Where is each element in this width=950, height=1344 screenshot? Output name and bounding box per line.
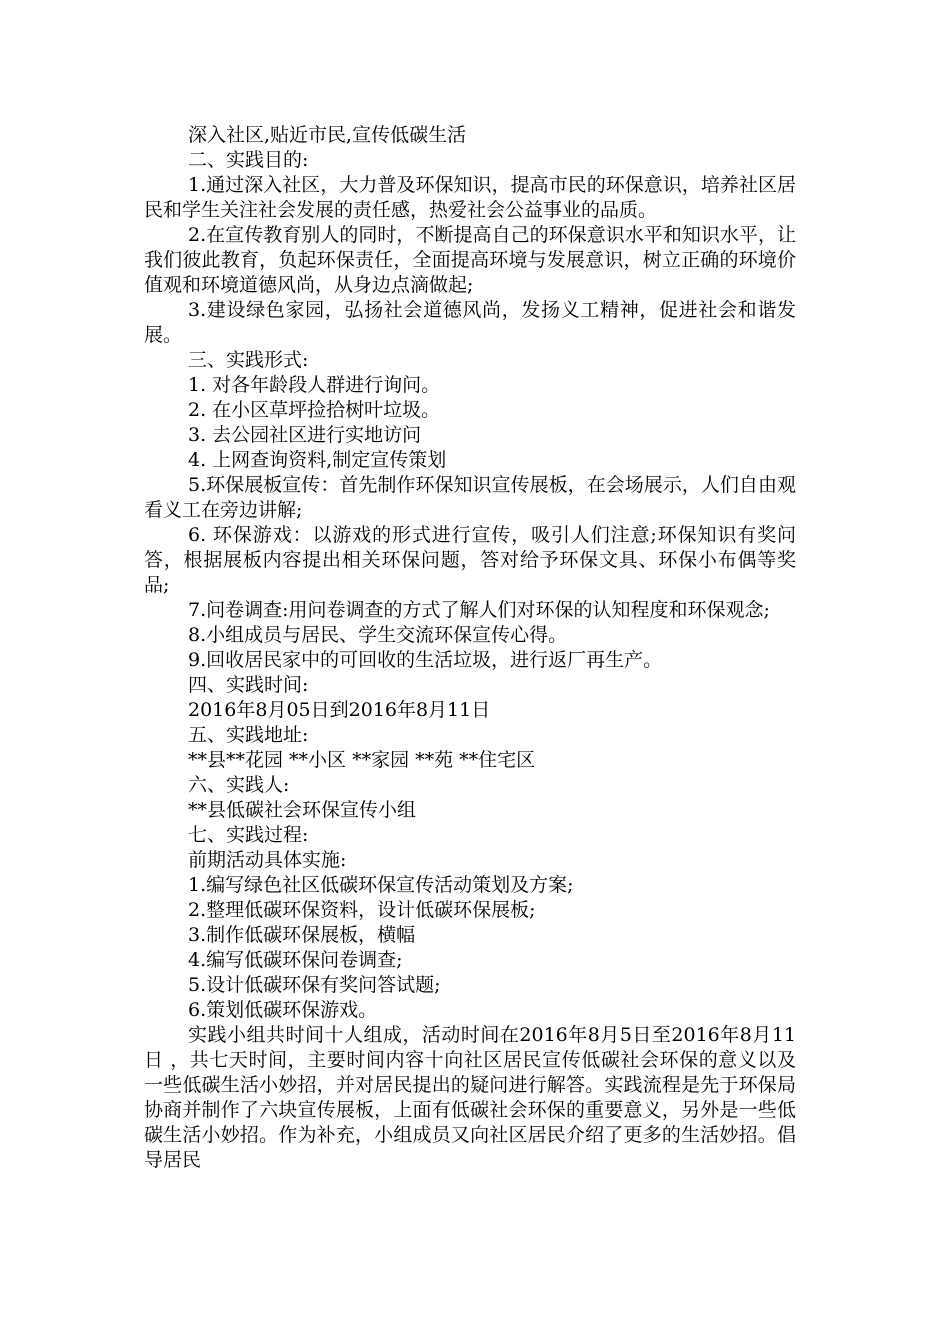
purpose-item-1: 1.通过深入社区，大力普及环保知识，提高市民的环保意识，培养社区居民和学生关注社会发展的责任感，热爱社会公益事业的品质。 bbox=[144, 174, 796, 221]
section-heading-form: 三、实践形式: bbox=[188, 349, 309, 371]
process-item-3: 3.制作低碳环保展板，横幅 bbox=[188, 924, 416, 946]
form-item-4: 4. 上网查询资料,制定宣传策划 bbox=[188, 449, 447, 471]
form-item-1: 1. 对各年龄段人群进行询问。 bbox=[188, 374, 441, 396]
form-item-6: 6. 环保游戏：以游戏的形式进行宣传，吸引人们注意;环保知识有奖问答，根据展板内容提出相关环保问题，答对给予环保文具、环保小布偶等奖品; bbox=[144, 524, 796, 596]
process-item-2: 2.整理低碳环保资料，设计低碳环保展板; bbox=[188, 899, 536, 921]
section-heading-address: 五、实践地址: bbox=[188, 724, 309, 746]
process-item-6: 6.策划低碳环保游戏。 bbox=[188, 999, 378, 1021]
process-item-4: 4.编写低碳环保问卷调查; bbox=[188, 949, 403, 971]
section-heading-people: 六、实践人: bbox=[188, 774, 290, 796]
form-item-8: 8.小组成员与居民、学生交流环保宣传心得。 bbox=[188, 624, 568, 646]
process-item-1: 1.编写绿色社区低碳环保宣传活动策划及方案; bbox=[188, 874, 574, 896]
practice-time: 2016年8月05日到2016年8月11日 bbox=[188, 699, 491, 721]
form-item-2: 2. 在小区草坪捡拾树叶垃圾。 bbox=[188, 399, 441, 421]
form-item-5: 5.环保展板宣传：首先制作环保知识宣传展板，在会场展示，人们自由观看义工在旁边讲解; bbox=[144, 474, 796, 521]
document-body bbox=[144, 123, 796, 1173]
purpose-item-2: 2.在宣传教育别人的同时，不断提高自己的环保意识水平和知识水平，让我们彼此教育，负起环保责任，全面提高环境与发展意识，树立正确的环境价值观和环境道德风尚，从身边点滴做起; bbox=[144, 224, 796, 296]
process-subheading: 前期活动具体实施: bbox=[188, 849, 347, 871]
process-item-5: 5.设计低碳环保有奖问答试题; bbox=[188, 974, 441, 996]
section-heading-purpose: 二、实践目的: bbox=[188, 149, 309, 171]
section-heading-process: 七、实践过程: bbox=[188, 824, 309, 846]
practice-address: **县**花园 **小区 **家园 **苑 **住宅区 bbox=[188, 749, 536, 771]
process-summary-paragraph: 实践小组共时间十人组成，活动时间在2016年8月5日至2016年8月11日 ，共七天时间，主要时间内容十向社区居民宣传低碳社会环保的意义以及一些低碳生活小妙招，并对居民提出的疑问进行解答。实践流程是先于环保局协商并制作了六块宣传展板，上面有低碳社会环保的重要意义，另外是一些低碳生活小妙招。作为补充，小组成员又向社区居民介绍了更多的生活妙招。倡导居民 bbox=[144, 1024, 796, 1171]
purpose-item-3: 3.建设绿色家园，弘扬社会道德风尚，发扬义工精神，促进社会和谐发展。 bbox=[144, 299, 796, 346]
practice-people: **县低碳社会环保宣传小组 bbox=[188, 799, 417, 821]
form-item-3: 3. 去公园社区进行实地访问 bbox=[188, 424, 422, 446]
form-item-9: 9.回收居民家中的可回收的生活垃圾，进行返厂再生产。 bbox=[188, 649, 663, 671]
doc-subtitle: 深入社区,贴近市民,宣传低碳生活 bbox=[188, 124, 467, 146]
section-heading-time: 四、实践时间: bbox=[188, 674, 309, 696]
form-item-7: 7.问卷调查:用问卷调查的方式了解人们对环保的认知程度和环保观念; bbox=[188, 599, 770, 621]
